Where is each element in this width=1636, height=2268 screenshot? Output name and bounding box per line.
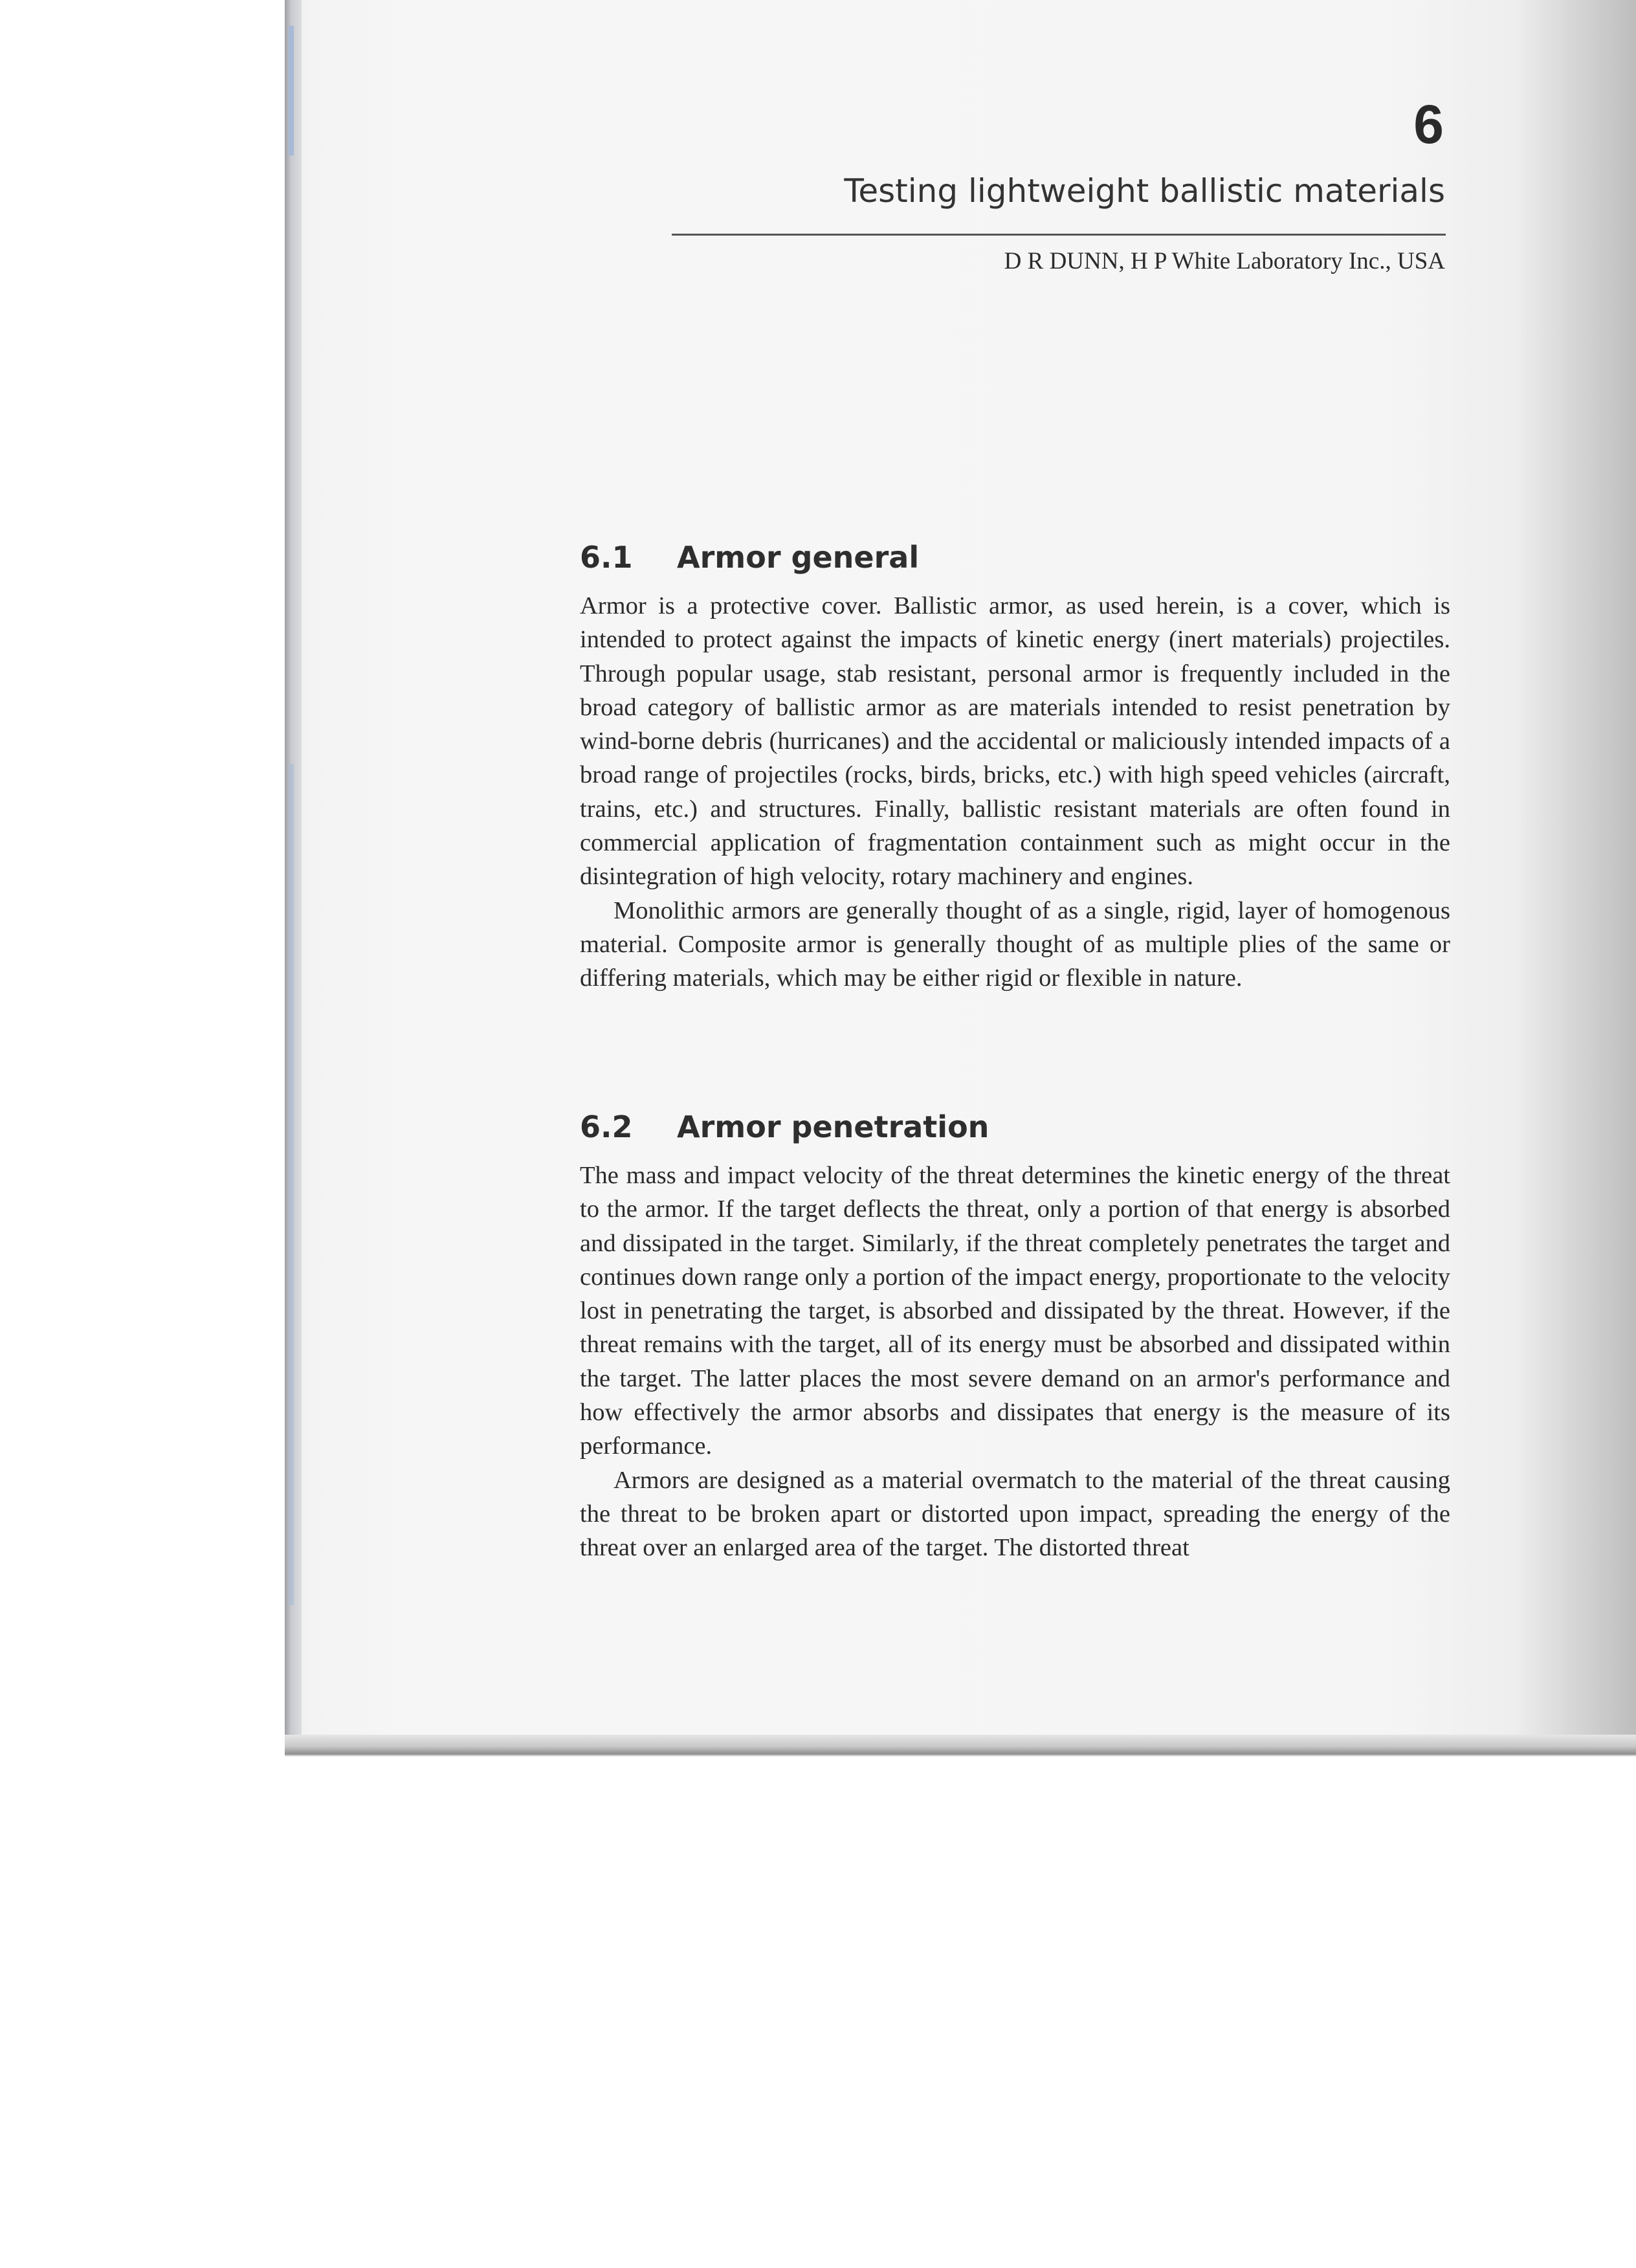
paragraph: Armor is a protective cover. Ballistic armor, as used herein, is a cover, which is intended to protect against the impacts of kinetic energy (inert materials) projectiles. Through popular usage, stab resistant, personal armor is frequently included in the broad category of ballistic armor as are materials intended to resist penetration by wind-borne debris (hurricanes) and the accidental or maliciously intended impacts of a broad range of projectiles (rocks, birds, bricks, etc.) with high speed vehicles (aircraft, trains, etc.) and structures. Finally, ballistic resistant materials are often found in commercial application of fragmentation containment such as might occur in the disintegration of high velocity, rotary machinery and engines.	[580, 592, 1450, 891]
paragraph: Monolithic armors are generally thought of as a single, rigid, layer of homogenous material. Composite armor is generally thought of as multiple plies of the same or differing materials, which may be either rigid or flexible in nature.	[580, 896, 1450, 992]
section-title: Armor penetration	[677, 1109, 989, 1144]
section-title: Armor general	[677, 540, 920, 575]
binding-color-strip	[289, 26, 294, 155]
paragraph: The mass and impact velocity of the threat determines the kinetic energy of the threat to the armor. If the target deflects the threat, only a portion of that energy is absorbed and dissipated in the target. Similarly, if the threat completely penetrates the target and continues down range only a portion of the impact energy, proportionate to the velocity lost in penetrating the target, is absorbed and dissipated by the threat. However, if the threat remains with the target, all of its energy must be absorbed and dissipated within the target. The latter places the most severe demand on an armor's performance and how effectively the armor absorbs and dissipates that energy is the measure of its performance.	[580, 1162, 1450, 1460]
chapter-divider	[672, 234, 1446, 236]
chapter-author: D R DUNN, H P White Laboratory Inc., USA	[1004, 248, 1445, 274]
chapter-title: Testing lightweight ballistic materials	[844, 172, 1445, 210]
section-number: 6.1	[580, 540, 633, 575]
binding-color-strip	[289, 764, 294, 1605]
chapter-number: 6	[1413, 94, 1444, 155]
section-heading	[580, 540, 920, 575]
paragraph: Armors are designed as a material overmatch to the material of the threat causing the threat to be broken apart or distorted upon impact, spreading the energy of the threat over an enlarged area of the target. The distorted threat	[580, 1466, 1450, 1562]
section-body	[580, 589, 1450, 995]
section-heading	[580, 1109, 989, 1144]
page-bottom-edge	[285, 1735, 1636, 1757]
section-number: 6.2	[580, 1109, 633, 1144]
section-body	[580, 1159, 1450, 1565]
